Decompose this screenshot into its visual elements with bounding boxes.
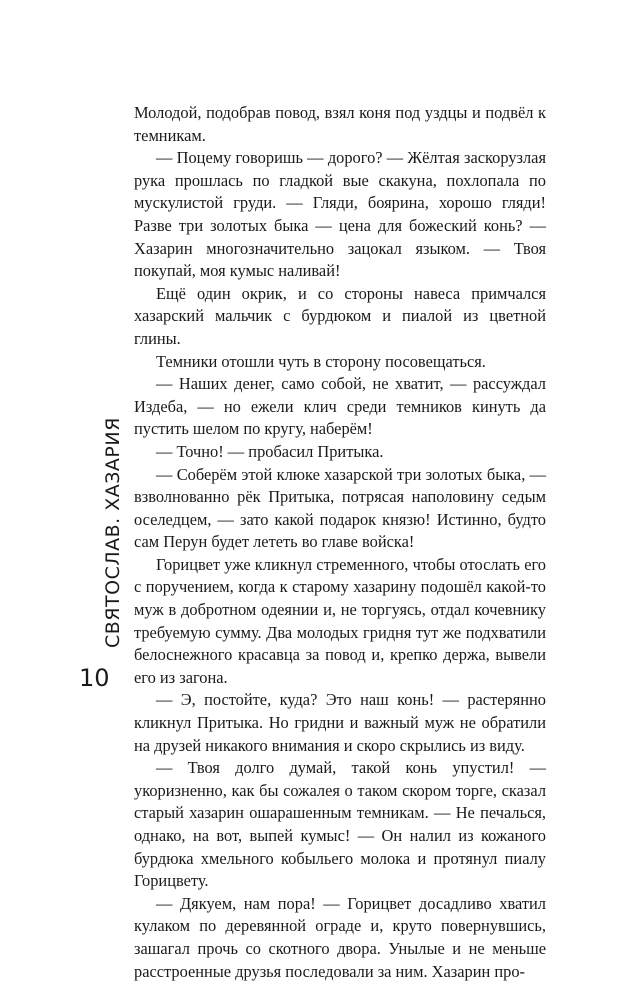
body-text bbox=[134, 102, 546, 983]
running-head: СВЯТОСЛАВ. ХАЗАРИЯ bbox=[102, 417, 124, 648]
paragraph: Молодой, подобрав повод, взял коня под уздцы и подвёл к темникам. bbox=[134, 103, 546, 145]
paragraph: Горицвет уже кликнул стременного, чтобы отослать его с поручением, когда к старому хазарину подошёл какой-то муж в добротном одеянии и, не торгуясь, отдал кочевнику требуемую сумму. Два молодых гридня тут же подхватили белоснежного красавца за повод и, крепко держа, вывели его из загона. bbox=[134, 554, 546, 687]
paragraph: — Дякуем, нам пора! — Горицвет досадливо хватил кулаком по деревянной ограде и, круто повернувшись, зашагал прочь со скотного двора. Унылые и не меньше расстроенные друзья последовали за ним. Хазарин про- bbox=[134, 893, 546, 981]
paragraph: — Наших денег, само собой, не хватит, — рассуждал Издеба, — но ежели клич среди темников кинуть да пустить шелом по кругу, наберём! bbox=[134, 374, 546, 439]
paragraph: — Соберём этой клюке хазарской три золотых быка, — взволнованно рёк Притыка, потрясая наполовину седым оселедцем, — зато какой подарок князю! Истинно, будто сам Перун будет лететь во главе войска! bbox=[134, 464, 546, 552]
page-number: 10 bbox=[79, 664, 110, 692]
paragraph: Ещё один окрик, и со стороны навеса примчался хазарский мальчик с бурдюком и пиалой из цветной глины. bbox=[134, 283, 546, 348]
paragraph: — Твоя долго думай, такой конь упустил! — укоризненно, как бы сожалея о таком скором торге, сказал старый хазарин ошарашенным темникам. — Не печалься, однако, на вот, выпей кумыс! — Он налил из кожаного бурдюка хмельного кобыльего молока и протянул пиалу Горицвету. bbox=[134, 758, 546, 891]
paragraph: — Точно! — пробасил Притыка. bbox=[156, 441, 384, 461]
paragraph: Темники отошли чуть в сторону посовещаться. bbox=[156, 351, 486, 371]
paragraph: — Поцему говоришь — дорого? — Жёлтая заскорузлая рука прошлась по гладкой вые скакуна, похлопала по мускулистой груди. — Гляди, боярина, хорошо гляди! Разве три золотых быка — цена для божеский конь? — Хазарин многозначительно зацокал языком. — Твоя покупай, моя кумыс наливай! bbox=[134, 148, 546, 281]
paragraph: — Э, постойте, куда? Это наш конь! — растерянно кликнул Притыка. Но гридни и важный муж не обратили на друзей никакого внимания и скоро скрылись из виду. bbox=[134, 690, 546, 755]
